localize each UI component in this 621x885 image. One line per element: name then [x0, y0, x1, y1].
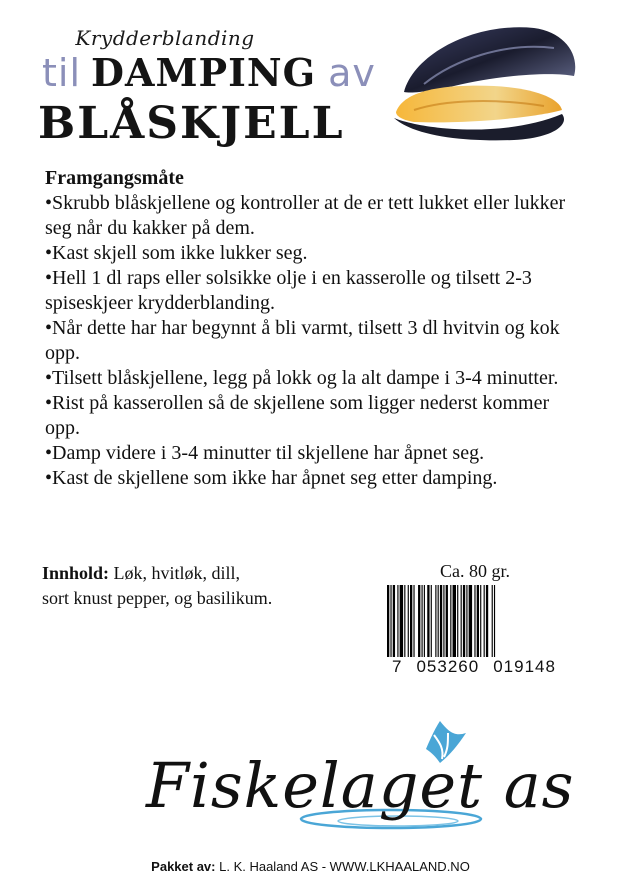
barcode-bar [390, 585, 391, 657]
instruction-step: •Når dette har har begynnt å bli varmt, tilsett 3 dl hvitvin og kok opp. [45, 317, 560, 364]
barcode-bar [435, 585, 436, 657]
ingredients-label: Innhold: [42, 563, 110, 583]
packer-label: Pakket av: [151, 859, 216, 874]
barcode-bar [492, 585, 493, 657]
barcode-digit-group-2: 019148 [493, 657, 556, 676]
instruction-step: •Tilsett blåskjellene, legg på lokk og la alt dampe i 3-4 minutter. [45, 367, 559, 389]
subtitle: Krydderblanding [75, 26, 255, 50]
barcode-bar [486, 585, 488, 657]
barcode-bar [469, 585, 472, 657]
barcode-bar [453, 585, 456, 657]
barcode-bar [387, 585, 389, 657]
ingredients-line-2: sort knust pepper, og basilikum. [42, 588, 273, 608]
barcode-bar [494, 585, 495, 657]
instruction-step: •Damp videre i 3-4 minutter til skjellene har åpnet seg. [45, 442, 485, 464]
instructions-heading: Framgangsmåte [45, 167, 184, 189]
title-line-2: BLÅSKJELL [38, 98, 345, 149]
barcode-bar [397, 585, 398, 657]
barcode-bar [413, 585, 414, 657]
barcode-bar [450, 585, 451, 657]
barcode-bar [393, 585, 395, 657]
footer [0, 859, 621, 874]
barcode-number [392, 657, 556, 677]
barcode-bar [480, 585, 481, 657]
barcode-bar [410, 585, 412, 657]
title-line-1 [42, 50, 376, 102]
fiskelaget-logo [136, 715, 575, 845]
barcode-bar [484, 585, 485, 657]
title-word-til: til [42, 51, 82, 95]
barcode-bar [446, 585, 448, 657]
instruction-step: •Kast de skjellene som ikke har åpnet seg etter damping. [45, 467, 498, 489]
ingredients-line-1: Løk, hvitløk, dill, [109, 563, 241, 583]
barcode-bar [474, 585, 475, 657]
barcode-bar [431, 585, 432, 657]
barcode-bar [424, 585, 425, 657]
logo-text: Fiskelaget as [146, 749, 575, 822]
instructions [45, 166, 585, 491]
instruction-step: •Kast skjell som ikke lukker seg. [45, 242, 308, 264]
barcode-bar [443, 585, 444, 657]
net-weight: Ca. 80 gr. [440, 561, 510, 581]
barcode-bar [457, 585, 458, 657]
barcode-digit-group-1: 053260 [416, 657, 480, 676]
barcode-bar [427, 585, 429, 657]
mussel-illustration [384, 14, 584, 144]
barcode-bar [404, 585, 405, 657]
barcode-bar [466, 585, 467, 657]
instruction-step: •Rist på kasserollen så de skjellene som ligger nederst kommer opp. [45, 392, 550, 439]
barcode-bar [438, 585, 439, 657]
barcode-bar [400, 585, 403, 657]
barcode-digit-first: 7 [392, 657, 403, 676]
packer-info: L. K. Haaland AS - WWW.LKHAALAND.NO [215, 859, 470, 874]
barcode-bar [463, 585, 465, 657]
barcode-bar [461, 585, 462, 657]
title-word-damping: DAMPING [91, 50, 317, 95]
ingredients [42, 561, 372, 611]
instruction-step: •Skrubb blåskjellene og kontroller at de er tett lukket eller lukker seg når du kakker på dem. [45, 192, 566, 239]
title-word-av: av [328, 51, 376, 95]
barcode-bar [440, 585, 442, 657]
barcode [385, 585, 550, 657]
barcode-bar [477, 585, 479, 657]
barcode-bar [422, 585, 423, 657]
instruction-step: •Hell 1 dl raps eller solsikke olje i en kasserolle og tilsett 2-3 spiseskjeer krydderblanding. [45, 267, 532, 314]
barcode-bar [418, 585, 420, 657]
barcode-bar [408, 585, 409, 657]
